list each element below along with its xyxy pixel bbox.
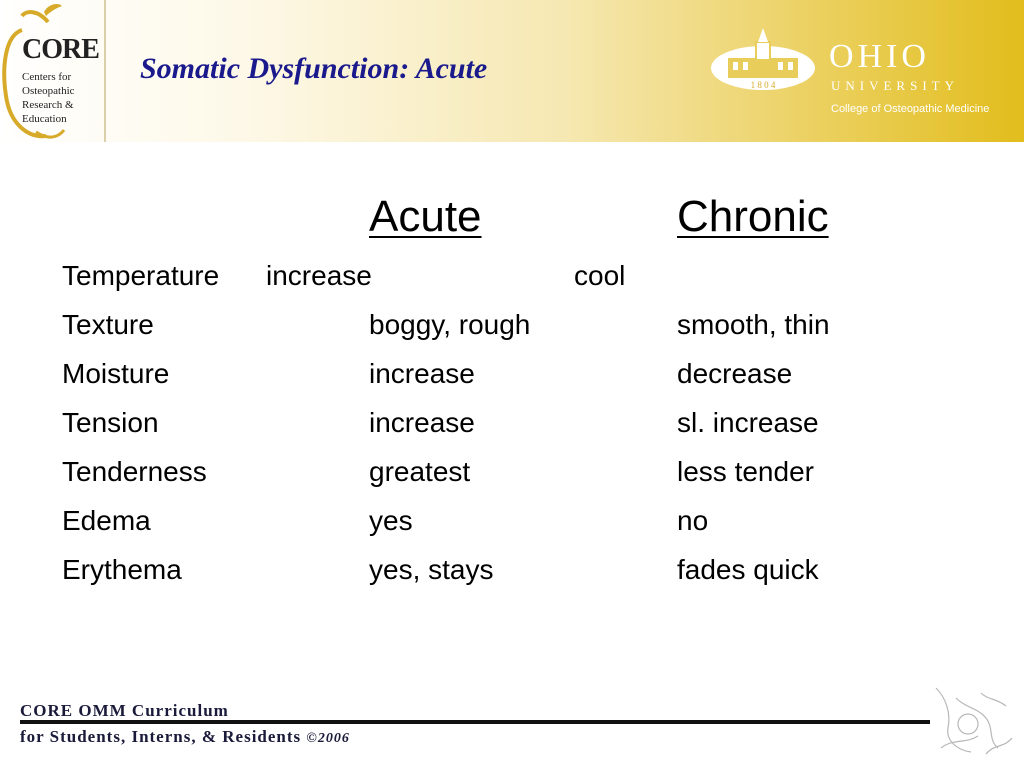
slide-header [0,0,1024,142]
ohio-logo-college: College of Osteopathic Medicine [831,103,990,115]
ohio-logo-university: UNIVERSITY [831,78,959,93]
column-header-acute: Acute [369,192,482,241]
column-header-chronic: Chronic [677,192,829,241]
chronic-value: cool [574,260,626,291]
acute-value: increase [369,358,475,389]
acute-value: yes [369,505,413,536]
acute-value: increase [369,407,475,438]
row-label: Erythema [62,554,182,585]
footer-audience-text: for Students, Interns, & Residents [20,727,302,746]
core-logo-line: Centers for [22,71,72,83]
core-logo-title: CORE [22,34,99,65]
chronic-value: sl. increase [677,407,819,438]
university-building-icon [708,28,818,92]
core-logo [0,0,104,142]
acute-value: boggy, rough [369,309,531,340]
row-label: Texture [62,309,154,340]
acute-value: yes, stays [369,554,494,585]
acute-value: increase [266,260,372,291]
building-year: 1 8 0 4 [750,80,776,90]
chronic-value: decrease [677,358,793,389]
row-label: Moisture [62,358,170,389]
chronic-value: smooth, thin [677,309,830,340]
core-logo-line: Education [22,113,67,125]
core-logo-subtitle [22,70,75,126]
row-label: Tension [62,407,159,438]
footer-divider [20,720,930,724]
chronic-value: less tender [677,456,814,487]
core-logo-line: Research & [22,99,74,111]
page-title: Somatic Dysfunction: Acute [140,52,488,85]
chronic-value: fades quick [677,554,819,585]
row-label: Tenderness [62,456,207,487]
anatomy-sketch-icon [926,678,1016,764]
chronic-value: no [677,505,709,536]
core-logo-line: Osteopathic [22,85,75,97]
footer-copyright: ©2006 [306,731,350,746]
footer-curriculum: CORE OMM Curriculum [20,701,229,720]
ohio-logo-name: OHIO [829,38,930,75]
row-label: Temperature [62,260,220,291]
acute-value: greatest [369,456,471,487]
footer-audience [20,727,350,747]
row-label: Edema [62,505,151,536]
header-divider [104,0,106,142]
